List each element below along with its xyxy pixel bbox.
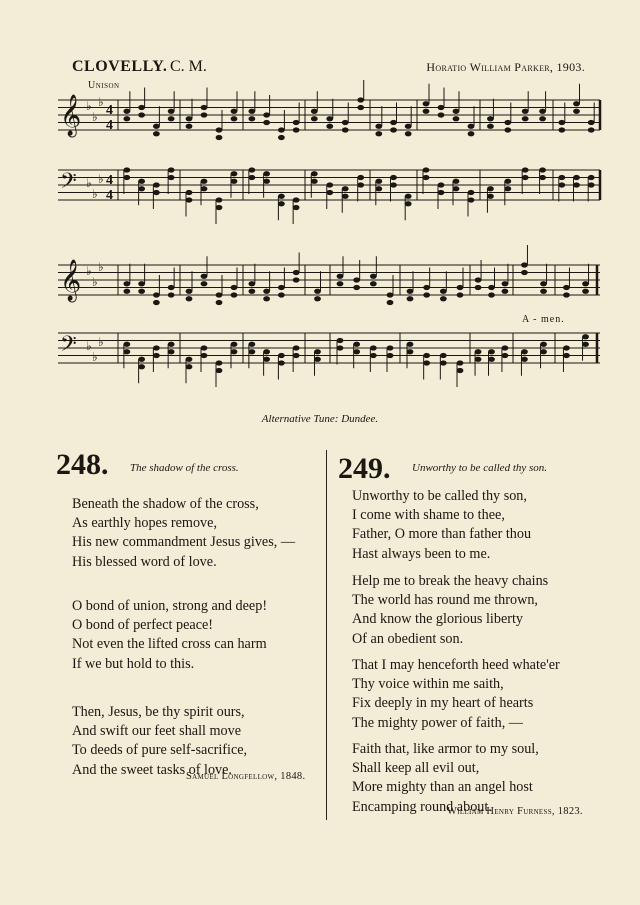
note-head [123,109,130,114]
note-head [522,109,529,114]
note-head [357,105,364,110]
note-head [539,167,546,172]
note-head [502,345,509,350]
note-head [387,353,394,358]
flat-icon: ♭ [98,260,104,274]
note-head [370,353,377,358]
note-head [440,360,447,365]
note-head [168,292,175,297]
flat-icon: ♭ [98,335,104,349]
note-head [504,186,511,191]
note-head [405,201,412,206]
note-head [588,120,595,125]
flat-icon: ♭ [86,264,92,278]
note-head [487,186,494,191]
note-head [502,281,509,286]
amen-label: A - men. [522,314,565,325]
note-head [248,342,255,347]
note-head [582,281,589,286]
note-head [326,190,333,195]
note-head [168,109,175,114]
note-head [326,116,333,121]
note-head [468,190,475,195]
note-head [168,116,175,121]
note-head [387,300,394,305]
note-head [390,120,397,125]
note-head [457,292,464,297]
note-head [231,109,238,114]
note-head [248,289,255,294]
note-head [138,112,145,117]
note-head [201,105,208,110]
flat-icon: ♭ [86,99,92,113]
note-head [588,127,595,132]
unison-marking: Unison [88,80,120,91]
note-head [278,285,285,290]
note-head [248,116,255,121]
note-head [263,120,270,125]
note-head [342,186,349,191]
note-head [248,175,255,180]
note-head [293,270,300,275]
note-head [487,116,494,121]
note-head [201,281,208,286]
note-head [405,124,412,129]
note-head [407,342,414,347]
note-head [488,285,495,290]
flat-icon: ♭ [92,350,98,364]
note-head [521,349,528,354]
note-head [375,179,382,184]
note-head [423,167,430,172]
note-head [453,179,460,184]
note-head [123,289,130,294]
note-head [337,281,344,286]
note-head [375,131,382,136]
note-head [563,292,570,297]
note-head [438,105,445,110]
stanza: Help me to break the heavy chains The world has round me thrown, And know the glorious liberty Of an obedient son. [352,573,549,647]
note-head [263,179,270,184]
note-head [588,182,595,187]
note-head [522,167,529,172]
note-head [186,296,193,301]
note-head [168,349,175,354]
note-head [186,190,193,195]
note-head [468,124,475,129]
note-head [153,353,160,358]
note-head [582,289,589,294]
note-head [337,345,344,350]
note-head [423,285,430,290]
flat-icon: ♭ [92,275,98,289]
note-head [248,281,255,286]
note-head [440,353,447,358]
time-signature: 4 [106,173,113,188]
note-head [216,300,223,305]
note-head [248,167,255,172]
note-head [475,277,482,282]
note-head [457,360,464,365]
note-head [153,131,160,136]
column-divider [326,450,327,820]
note-head [138,289,145,294]
note-head [563,353,570,358]
note-head [293,120,300,125]
note-head [573,175,580,180]
bass-clef-icon: 𝄢 [60,169,77,199]
flat-icon: ♭ [98,95,104,109]
note-head [278,353,285,358]
note-head [326,124,333,129]
note-head [153,300,160,305]
note-head [168,342,175,347]
note-head [539,175,546,180]
note-head [168,285,175,290]
note-head [582,342,589,347]
note-head [123,116,130,121]
note-head [342,127,349,132]
note-head [563,285,570,290]
note-head [457,285,464,290]
note-head [475,349,482,354]
treble-clef-icon: 𝄞 [60,260,82,301]
note-head [314,349,321,354]
note-head [390,175,397,180]
note-head [201,353,208,358]
note-head [488,292,495,297]
note-head [186,364,193,369]
note-head [314,357,321,362]
note-head [201,186,208,191]
note-head [216,360,223,365]
time-signature: 4 [106,118,113,133]
stanza: Then, Jesus, be thy spirit ours, And swift our feet shall move To deeds of pure self-sacrifice, And the sweet tasks of love. [72,704,248,778]
note-head [423,360,430,365]
note-head [311,179,318,184]
note-head [216,127,223,132]
note-head [123,281,130,286]
note-head [231,349,238,354]
note-head [357,175,364,180]
note-head [357,182,364,187]
stanza: Unworthy to be called thy son, I come with shame to thee, Father, O more than father thou Hast always been to me. [352,488,532,562]
hymn-author: Samuel Longfellow, 1848. [186,771,306,782]
tune-meter: C. M. [170,58,207,75]
note-head [293,277,300,282]
note-head [353,349,360,354]
note-head [314,296,321,301]
hymn-number: 248. [56,448,109,481]
note-head [186,289,193,294]
note-head [487,194,494,199]
note-head [475,285,482,290]
note-head [263,296,270,301]
note-head [278,135,285,140]
time-signature: 4 [106,188,113,203]
note-head [407,289,414,294]
note-head [521,270,528,275]
note-head [153,124,160,129]
note-head [502,289,509,294]
note-head [231,116,238,121]
note-head [293,127,300,132]
note-head [337,338,344,343]
note-head [468,197,475,202]
note-head [293,353,300,358]
note-head [353,277,360,282]
tune-composer: Horatio William Parker, 1903. [426,60,585,74]
note-head [438,112,445,117]
note-head [342,194,349,199]
note-head [453,109,460,114]
note-head [278,360,285,365]
stanza: Faith that, like armor to my soul, Shall keep all evil out, More mighty than an angel host Encamping round about. [352,741,539,815]
note-head [153,292,160,297]
note-head [504,127,511,132]
note-head [231,285,238,290]
note-head [293,197,300,202]
note-head [487,124,494,129]
note-head [540,289,547,294]
note-head [375,124,382,129]
note-head [138,186,145,191]
note-head [278,292,285,297]
note-head [186,357,193,362]
hymn-number: 249. [338,452,391,485]
note-head [573,109,580,114]
note-head [138,105,145,110]
note-head [453,116,460,121]
note-head [357,97,364,102]
note-head [263,112,270,117]
note-head [186,197,193,202]
note-head [522,175,529,180]
note-head [138,364,145,369]
note-head [311,171,318,176]
note-head [263,171,270,176]
note-head [488,349,495,354]
flat-icon: ♭ [92,110,98,124]
flat-icon: ♭ [98,172,104,186]
note-head [582,334,589,339]
note-head [390,182,397,187]
hymn-title: The shadow of the cross. [130,462,239,474]
note-head [558,175,565,180]
note-head [540,349,547,354]
note-head [370,345,377,350]
flat-icon: ♭ [92,187,98,201]
note-head [186,124,193,129]
stanza: That I may henceforth heed whate'er Thy voice within me saith, Fix deeply in my heart of hearts The mighty power of faith, — [352,657,560,731]
note-head [231,292,238,297]
note-head [573,182,580,187]
treble-clef-icon: 𝄞 [60,95,82,136]
note-head [504,120,511,125]
note-head [563,345,570,350]
note-head [186,116,193,121]
note-head [216,292,223,297]
tune-name: CLOVELLY. [72,58,168,75]
alternative-tune-note: Alternative Tune: Dundee. [261,413,379,425]
note-head [407,349,414,354]
note-head [231,342,238,347]
stanza: O bond of union, strong and deep! O bond of perfect peace! Not even the lifted cross can harm If we but hold to this. [72,598,268,672]
note-head [488,357,495,362]
note-head [153,182,160,187]
note-head [468,131,475,136]
note-head [423,292,430,297]
note-head [423,109,430,114]
note-head [293,205,300,210]
note-head [168,175,175,180]
note-head [314,289,321,294]
note-head [405,194,412,199]
note-head [278,194,285,199]
note-head [231,179,238,184]
note-head [278,201,285,206]
note-head [216,205,223,210]
flat-icon: ♭ [86,176,92,190]
note-head [423,353,430,358]
note-head [438,182,445,187]
note-head [504,179,511,184]
note-head [387,292,394,297]
flat-icon: ♭ [86,339,92,353]
note-head [231,171,238,176]
note-head [138,179,145,184]
note-head [342,120,349,125]
note-head [573,101,580,106]
note-head [138,357,145,362]
hymn-title: Unworthy to be called thy son. [412,462,548,474]
note-head [370,274,377,279]
note-head [216,135,223,140]
note-head [293,345,300,350]
note-head [438,190,445,195]
note-head [263,357,270,362]
note-head [123,349,130,354]
note-head [263,289,270,294]
note-head [263,349,270,354]
note-head [407,296,414,301]
note-head [405,131,412,136]
note-head [440,289,447,294]
note-head [216,197,223,202]
note-head [475,357,482,362]
note-head [540,342,547,347]
note-head [337,274,344,279]
note-head [440,296,447,301]
note-head [502,353,509,358]
note-head [153,190,160,195]
time-signature: 4 [106,103,113,118]
note-head [311,116,318,121]
note-head [522,116,529,121]
hymn-author: William Henry Furness, 1823. [447,806,583,817]
note-head [201,112,208,117]
note-head [370,281,377,286]
note-head [558,127,565,132]
note-head [540,281,547,286]
note-head [521,262,528,267]
note-head [168,167,175,172]
note-head [153,345,160,350]
note-head [201,274,208,279]
note-head [201,179,208,184]
note-head [278,127,285,132]
bass-clef-icon: 𝄢 [60,332,77,362]
note-head [390,127,397,132]
note-head [423,175,430,180]
note-head [248,349,255,354]
note-head [453,186,460,191]
note-head [138,281,145,286]
note-head [201,345,208,350]
note-head [326,182,333,187]
note-head [353,342,360,347]
note-head [387,345,394,350]
note-head [123,167,130,172]
note-head [457,368,464,373]
note-head [539,116,546,121]
note-head [423,101,430,106]
note-head [353,285,360,290]
note-head [123,342,130,347]
stanza: Beneath the shadow of the cross, As earthly hopes remove, His new commandment Jesus gives, — His blessed word of love. [72,496,296,570]
note-head [311,109,318,114]
note-head [521,357,528,362]
note-head [558,120,565,125]
note-head [375,186,382,191]
note-head [248,109,255,114]
note-head [123,175,130,180]
note-head [558,182,565,187]
note-head [539,109,546,114]
note-head [588,175,595,180]
note-head [216,368,223,373]
